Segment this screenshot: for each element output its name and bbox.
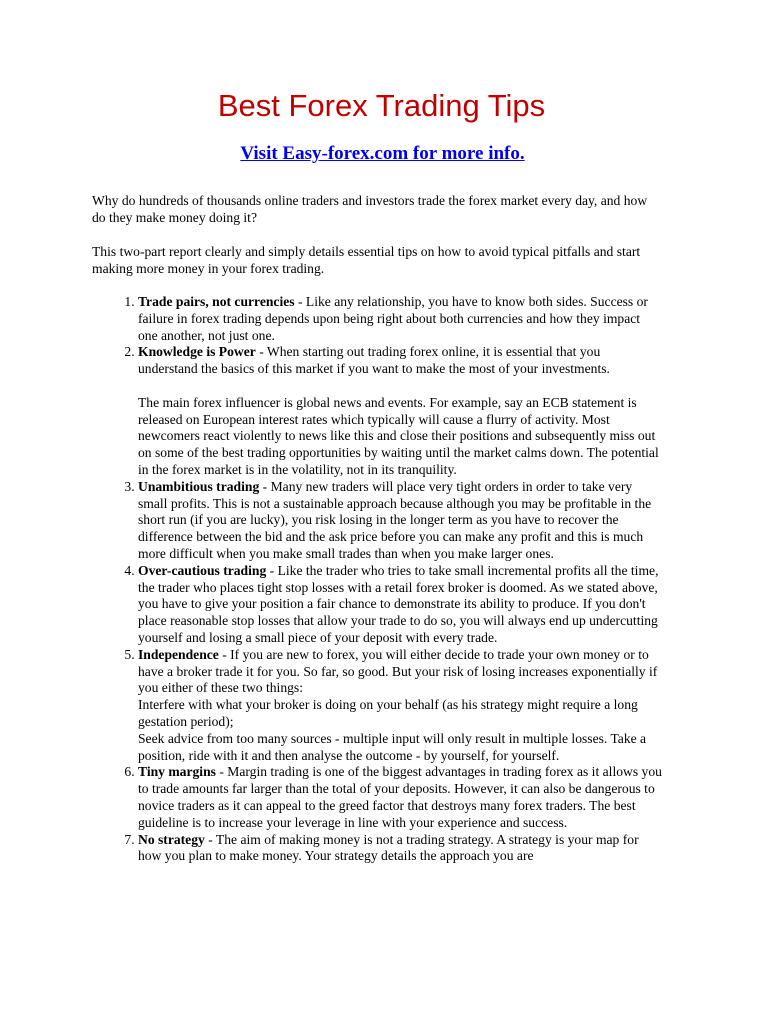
tip-extra-text: The main forex influencer is global news and events. For example, say an ECB statement is released on European interest rates which typically will cause a flurry of activity. Most newcomers react violently to news like this and close their positions and subsequently miss out on some of the best trading opportunities by waiting until the market calms down. The potential in the forex market is in the volatility, not in its tranquility. <box>138 394 659 477</box>
tip-heading: Knowledge is Power <box>138 344 256 360</box>
info-link-line <box>92 142 663 166</box>
tip-text: - Like the trader who tries to take small incremental profits all the time, the trader who places tight stop losses with a retail forex broker is doomed. As we stated above, you have to give your position a fair chance to demonstrate its ability to produce. If you don't place reasonable stop losses that allow your trade to do so, you will always end up undercutting yourself and losing a small piece of your deposit with every trade. <box>138 562 659 645</box>
list-item <box>138 479 663 563</box>
tip-heading: Over-cautious trading <box>138 562 267 578</box>
intro-paragraph-1: Why do hundreds of thousands online traders and investors trade the forex market every day, and how do they make money doing it? <box>92 193 648 225</box>
tip-text: - The aim of making money is not a trading strategy. A strategy is your map for how you plan to make money. Your strategy details the approach you are <box>138 831 639 864</box>
easy-forex-link[interactable]: Visit Easy-forex.com for more info. <box>240 143 525 164</box>
tip-text: - If you are new to forex, you will either decide to trade your own money or to have a broker trade it for you. So far, so good. But your risk of losing increases exponentially if you either of these two things: <box>138 646 658 696</box>
tip-heading: Tiny margins <box>138 764 216 780</box>
list-item <box>138 563 663 647</box>
tip-heading: Trade pairs, not currencies <box>138 294 295 309</box>
list-item <box>138 764 663 831</box>
tip-line: Seek advice from too many sources - multiple input will only result in multiple losses. Take a position, ride with it and then analyse the outcome - by yourself, for yourself. <box>138 730 647 763</box>
tip-text: - Margin trading is one of the biggest advantages in trading forex as it allows you to trade amounts far larger than the total of your deposits. However, it can also be dangerous to novice traders as it can appeal to the greed factor that destroys many forex traders. The best guideline is to increase your leverage in line with your experience and success. <box>138 764 662 830</box>
list-item <box>138 294 663 344</box>
tip-text: - When starting out trading forex online, it is essential that you understand the basics of this market if you want to make the most of your investments. <box>138 344 610 377</box>
list-item <box>138 647 663 765</box>
tip-heading: Independence <box>138 646 219 662</box>
tips-list <box>92 294 663 865</box>
paragraph-gap <box>138 378 663 395</box>
page-title: Best Forex Trading Tips <box>217 88 546 123</box>
tip-heading: No strategy <box>138 831 205 847</box>
tip-text: - Many new traders will place very tight orders in order to take very small profits. This is not a sustainable approach because although you may be profitable in the short run (if you are lucky), you risk losing in the longer term as you have to recover the difference between the bid and the ask price before you can make any profit and this is much more difficult when you make small trades than when you make larger ones. <box>138 478 652 561</box>
tip-line: Interfere with what your broker is doing on your behalf (as his strategy might require a long gestation period); <box>138 697 638 729</box>
intro-paragraph-2: This two-part report clearly and simply details essential tips on how to avoid typical pitfalls and start making more money in your forex trading. <box>92 244 641 276</box>
list-item <box>138 832 663 866</box>
tip-heading: Unambitious trading <box>138 478 260 494</box>
list-item <box>138 344 663 478</box>
tip-text: - Like any relationship, you have to know both sides. Success or failure in forex trading depends upon being right about both currencies and how they impact one another, not just one. <box>138 294 648 343</box>
